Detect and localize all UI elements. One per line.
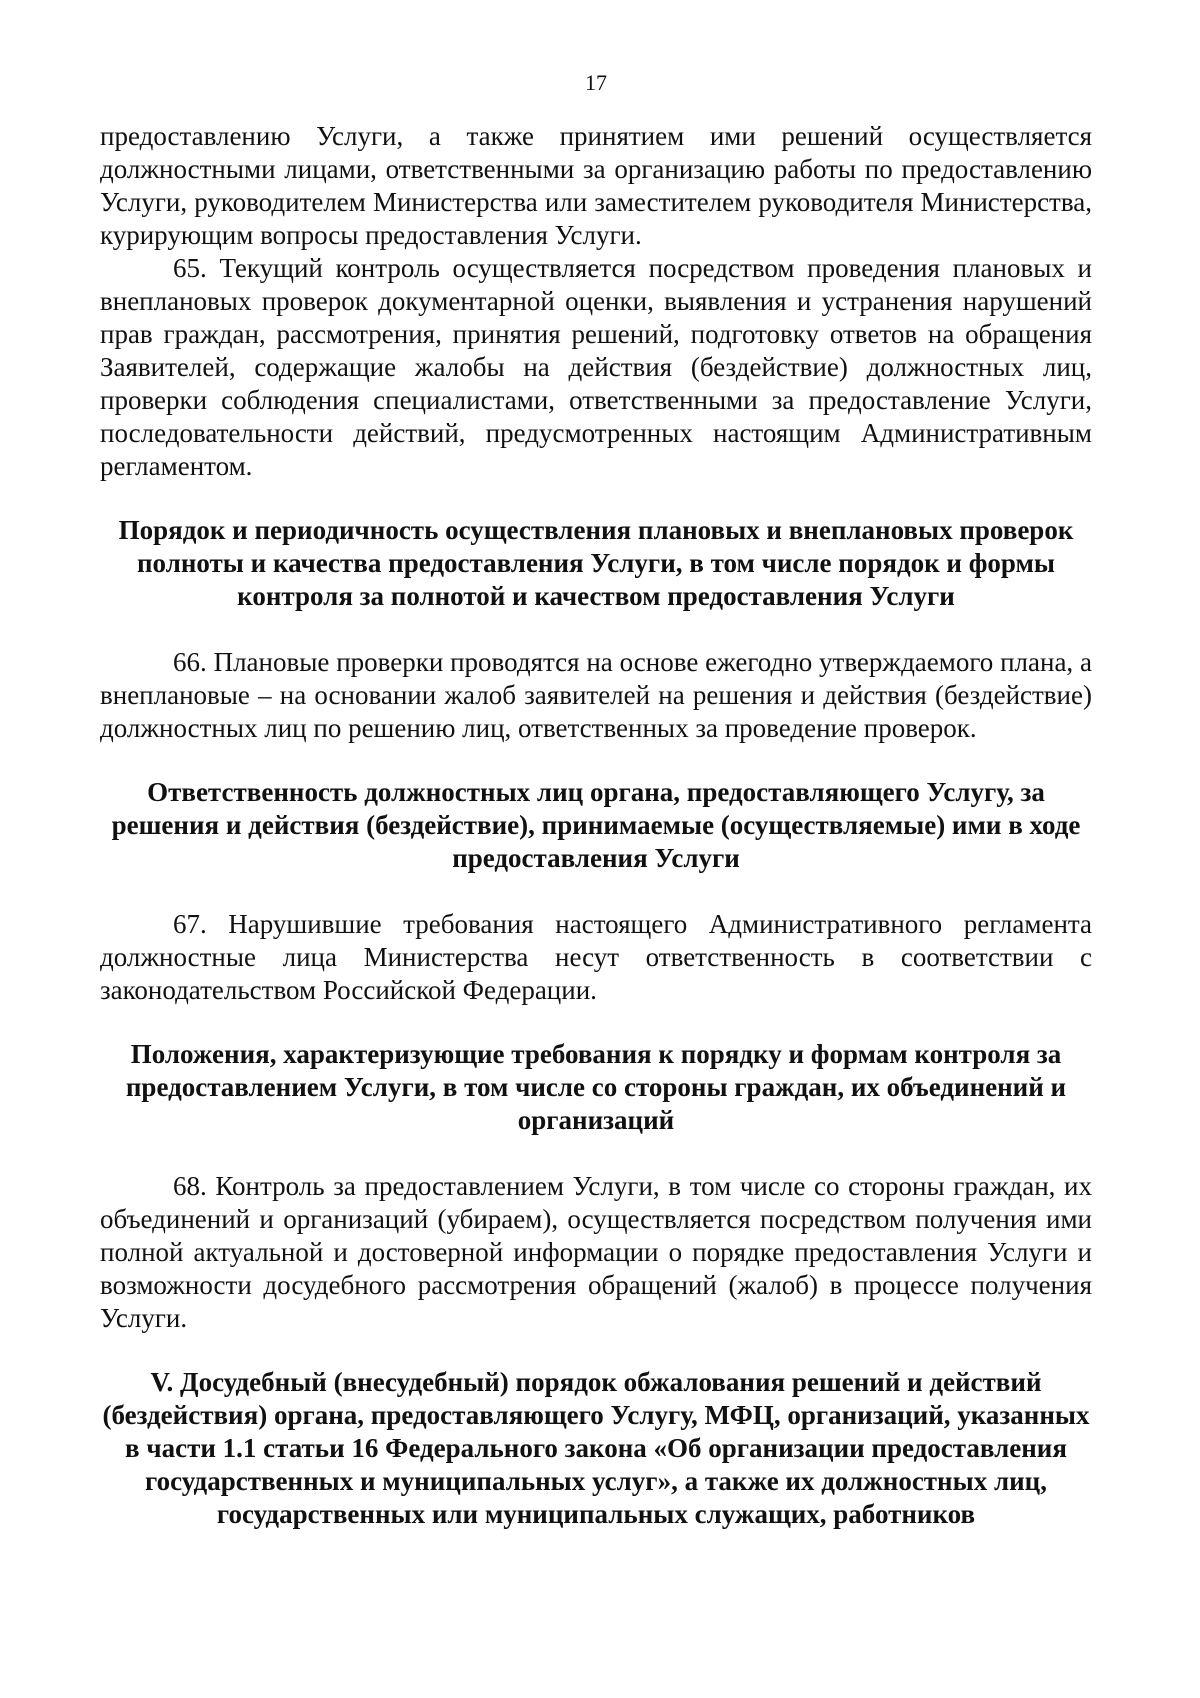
spacer: [100, 1137, 1092, 1170]
paragraph-continuation: предоставлению Услуги, а также принятием ими решений осуществляется должностными лицами, ответственными за организацию работы по предоставлению Услуги, руководителем Министерства или заместителем руководителя Министерства, курирующим вопросы предоставления Услуги.: [100, 121, 1092, 250]
spacer: [100, 483, 1092, 514]
heading-checks: Порядок и периодичность осуществления плановых и внеплановых проверок полноты и качества предоставления Услуги, в том числе порядок и формы контроля за полнотой и качеством предоставления Услуги: [118, 515, 1074, 611]
paragraph-65: 65. Текущий контроль осуществляется посредством проведения плановых и внеплановых проверок документарной оценки, выявления и устранения нарушений прав граждан, рассмотрения, принятия решений, подготовку ответов на обращения Заявителей, содержащие жалобы на действия (бездействие) должностных лиц, проверки соблюдения специалистами, ответственными за предоставление Услуги, последовательности действий, предусмотренных настоящим Административным регламентом.: [100, 253, 1092, 481]
paragraph-68: 68. Контроль за предоставлением Услуги, в том числе со стороны граждан, их объединений и организаций (убираем), осуществляется посредством получения ими полной актуальной и достоверной информации о порядке предоставления Услуги и возможности досудебного рассмотрения обращений (жалоб) в процессе получения Услуги.: [100, 1171, 1092, 1333]
paragraph-67: 67. Нарушившие требования настоящего Административного регламента должностные лица Министерства несут ответственность в соответствии с законодательством Российской Федерации.: [100, 909, 1092, 1005]
spacer: [100, 875, 1092, 908]
spacer: [100, 613, 1092, 646]
spacer: [100, 1335, 1092, 1366]
spacer: [100, 1007, 1092, 1038]
heading-provisions: Положения, характеризующие требования к порядку и формам контроля за предоставлением Услуги, в том числе со стороны граждан, их объединений и организаций: [125, 1039, 1067, 1135]
paragraph-66: 66. Плановые проверки проводятся на основе ежегодно утверждаемого плана, а внеплановые – на основании жалоб заявителей на решения и действия (бездействие) должностных лиц по решению лиц, ответственных за проведение проверок.: [100, 647, 1092, 743]
heading-responsibility: Ответственность должностных лиц органа, предоставляющего Услугу, за решения и действия (бездействие), принимаемые (осуществляемые) ими в ходе предоставления Услуги: [111, 777, 1081, 873]
spacer: [100, 745, 1092, 776]
page-number: 17: [585, 70, 607, 95]
heading-section-5: V. Досудебный (внесудебный) порядок обжалования решений и действий (бездействия) органа, предоставляющего Услугу, МФЦ, организаций, указанных в части 1.1 статьи 16 Федерального закона «Об организации предоставления государственных и муниципальных услуг», а также их должностных лиц, государственных или муниципальных служащих, работников: [102, 1367, 1090, 1529]
